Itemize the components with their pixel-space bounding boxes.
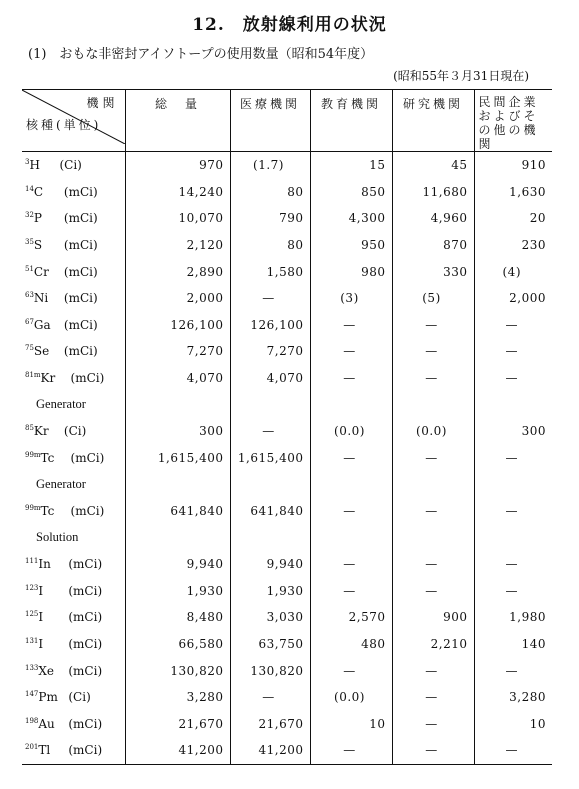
- research-cell: —: [392, 365, 474, 392]
- element-symbol: Tc: [40, 504, 55, 519]
- header-row: [22, 90, 552, 152]
- table-row: [22, 604, 552, 631]
- mass-number: 63: [25, 291, 34, 300]
- medical-cell: 3,030: [230, 604, 310, 631]
- nuclide-cell: [22, 365, 125, 392]
- education-cell: —: [310, 365, 392, 392]
- unit-label: (mCi): [70, 504, 105, 519]
- medical-cell: 790: [230, 205, 310, 232]
- total-cell: 21,670: [125, 710, 230, 737]
- research-cell: —: [392, 312, 474, 339]
- medical-cell: 63,750: [230, 631, 310, 658]
- unit-label: (Ci): [59, 158, 82, 173]
- table-row: [22, 418, 552, 445]
- private-cell: —: [474, 498, 552, 525]
- empty-cell: [230, 524, 310, 551]
- private-cell: 140: [474, 631, 552, 658]
- empty-cell: [392, 524, 474, 551]
- element-symbol: Tl: [38, 743, 51, 758]
- table-row: [22, 365, 552, 392]
- medical-cell: 1,615,400: [230, 445, 310, 472]
- element-symbol: Au: [38, 716, 55, 731]
- unit-label: (mCi): [70, 371, 105, 386]
- research-cell: —: [392, 338, 474, 365]
- nuclide-cell: [22, 578, 125, 605]
- group-label: Solution: [36, 530, 79, 545]
- group-label-row: [22, 524, 552, 551]
- table-subtitle: (1) おもな非密封アイソトープの使用数量（昭和54年度）: [28, 47, 374, 62]
- total-cell: 300: [125, 418, 230, 445]
- empty-cell: [125, 471, 230, 498]
- column-header-education: 教育機関: [310, 90, 392, 152]
- education-cell: 4,300: [310, 205, 392, 232]
- education-cell: —: [310, 578, 392, 605]
- education-cell: (0.0): [310, 684, 392, 711]
- table-row: [22, 312, 552, 339]
- mass-number: 201: [25, 743, 39, 752]
- corner-label-institution: 機関: [86, 96, 119, 110]
- empty-cell: [125, 524, 230, 551]
- private-cell: (4): [474, 258, 552, 285]
- unit-label: (mCi): [68, 610, 103, 625]
- medical-cell: 641,840: [230, 498, 310, 525]
- total-cell: 10,070: [125, 205, 230, 232]
- mass-number: 131: [25, 636, 39, 645]
- unit-label: (mCi): [63, 264, 98, 279]
- total-cell: 7,270: [125, 338, 230, 365]
- private-cell: 3,280: [474, 684, 552, 711]
- table-row: [22, 551, 552, 578]
- element-symbol: H: [29, 158, 40, 173]
- medical-cell: 126,100: [230, 312, 310, 339]
- total-cell: 2,000: [125, 285, 230, 312]
- unit-label: (Ci): [68, 690, 91, 705]
- research-cell: —: [392, 578, 474, 605]
- education-cell: —: [310, 338, 392, 365]
- empty-cell: [474, 471, 552, 498]
- empty-cell: [392, 391, 474, 418]
- table-row: [22, 258, 552, 285]
- total-cell: 126,100: [125, 312, 230, 339]
- nuclide-cell: [22, 657, 125, 684]
- total-cell: 14,240: [125, 179, 230, 206]
- research-cell: —: [392, 657, 474, 684]
- group-label: Generator: [36, 476, 86, 491]
- private-cell: 910: [474, 152, 552, 179]
- total-cell: 8,480: [125, 604, 230, 631]
- private-cell: —: [474, 551, 552, 578]
- empty-cell: [474, 524, 552, 551]
- research-cell: —: [392, 710, 474, 737]
- nuclide-cell: [22, 710, 125, 737]
- education-cell: —: [310, 737, 392, 764]
- column-header-research: 研究機関: [392, 90, 474, 152]
- nuclide-cell: [22, 418, 125, 445]
- private-cell: —: [474, 445, 552, 472]
- unit-label: (mCi): [68, 716, 103, 731]
- education-cell: 850: [310, 179, 392, 206]
- education-cell: (3): [310, 285, 392, 312]
- element-symbol: Se: [33, 344, 50, 359]
- mass-number: 81m: [25, 371, 41, 380]
- mass-number: 35: [25, 238, 34, 247]
- total-cell: 1,615,400: [125, 445, 230, 472]
- column-header-total: 総 量: [125, 90, 230, 152]
- research-cell: 900: [392, 604, 474, 631]
- total-cell: 641,840: [125, 498, 230, 525]
- research-cell: —: [392, 551, 474, 578]
- unit-label: (mCi): [68, 636, 103, 651]
- mass-number: 51: [25, 264, 34, 273]
- education-cell: —: [310, 498, 392, 525]
- nuclide-cell: [22, 604, 125, 631]
- mass-number: 32: [25, 211, 34, 220]
- education-cell: 2,570: [310, 604, 392, 631]
- mass-number: 147: [25, 690, 39, 699]
- corner-header-cell: [22, 90, 125, 152]
- nuclide-cell: [22, 258, 125, 285]
- research-cell: (5): [392, 285, 474, 312]
- education-cell: 480: [310, 631, 392, 658]
- unit-label: (mCi): [63, 344, 98, 359]
- element-symbol: I: [38, 636, 44, 651]
- element-symbol: Ga: [33, 317, 51, 332]
- education-cell: —: [310, 312, 392, 339]
- research-cell: 45: [392, 152, 474, 179]
- element-symbol: I: [38, 610, 44, 625]
- total-cell: 41,200: [125, 737, 230, 764]
- empty-cell: [392, 471, 474, 498]
- total-cell: 66,580: [125, 631, 230, 658]
- as-of-date: (昭和55年３月31日現在): [393, 69, 529, 83]
- private-cell: 1,980: [474, 604, 552, 631]
- column-header-private: 民間企業およびその他の機関: [474, 90, 552, 152]
- medical-cell: 4,070: [230, 365, 310, 392]
- nuclide-cell: [22, 285, 125, 312]
- medical-cell: 1,930: [230, 578, 310, 605]
- group-label-row: [22, 471, 552, 498]
- education-cell: —: [310, 657, 392, 684]
- table-row: [22, 657, 552, 684]
- private-cell: —: [474, 737, 552, 764]
- table-row: [22, 498, 552, 525]
- mass-number: 99m: [25, 504, 41, 513]
- empty-cell: [230, 471, 310, 498]
- private-cell: 300: [474, 418, 552, 445]
- table-row: [22, 737, 552, 764]
- nuclide-cell: [22, 179, 125, 206]
- table-row: [22, 445, 552, 472]
- isotope-usage-table: [22, 89, 552, 765]
- medical-cell: 1,580: [230, 258, 310, 285]
- table-body: [22, 152, 552, 765]
- nuclide-cell: [22, 498, 125, 525]
- medical-cell: 130,820: [230, 657, 310, 684]
- medical-cell: —: [230, 684, 310, 711]
- unit-label: (mCi): [68, 743, 103, 758]
- research-cell: —: [392, 498, 474, 525]
- research-cell: —: [392, 737, 474, 764]
- unit-label: (mCi): [63, 291, 98, 306]
- total-cell: 1,930: [125, 578, 230, 605]
- mass-number: 67: [25, 317, 34, 326]
- research-cell: 4,960: [392, 205, 474, 232]
- element-symbol: In: [38, 557, 51, 572]
- mass-number: 14: [25, 184, 34, 193]
- mass-number: 133: [25, 663, 39, 672]
- education-cell: 10: [310, 710, 392, 737]
- education-cell: 980: [310, 258, 392, 285]
- empty-cell: [125, 391, 230, 418]
- education-cell: 15: [310, 152, 392, 179]
- unit-label: (mCi): [68, 557, 103, 572]
- medical-cell: 41,200: [230, 737, 310, 764]
- education-cell: —: [310, 551, 392, 578]
- empty-cell: [310, 391, 392, 418]
- group-label: Generator: [36, 397, 86, 412]
- empty-cell: [474, 391, 552, 418]
- research-cell: —: [392, 684, 474, 711]
- unit-label: (mCi): [63, 317, 98, 332]
- mass-number: 125: [25, 610, 39, 619]
- element-symbol: Tc: [40, 450, 55, 465]
- total-cell: 3,280: [125, 684, 230, 711]
- mass-number: 99m: [25, 450, 41, 459]
- mass-number: 198: [25, 716, 39, 725]
- research-cell: 2,210: [392, 631, 474, 658]
- table-row: [22, 578, 552, 605]
- unit-label: (Ci): [63, 424, 87, 439]
- nuclide-cell: [22, 205, 125, 232]
- empty-cell: [310, 524, 392, 551]
- unit-label: (mCi): [70, 450, 105, 465]
- empty-cell: [230, 391, 310, 418]
- element-symbol: Cr: [33, 264, 49, 279]
- element-symbol: S: [33, 238, 43, 253]
- private-cell: —: [474, 657, 552, 684]
- medical-cell: 80: [230, 179, 310, 206]
- element-symbol: P: [33, 211, 42, 226]
- medical-cell: 21,670: [230, 710, 310, 737]
- nuclide-cell: [22, 152, 125, 179]
- element-symbol: Kr: [33, 424, 49, 439]
- private-cell: 230: [474, 232, 552, 259]
- table-row: [22, 179, 552, 206]
- education-cell: 950: [310, 232, 392, 259]
- table-row: [22, 710, 552, 737]
- medical-cell: 80: [230, 232, 310, 259]
- research-cell: (0.0): [392, 418, 474, 445]
- table-row: [22, 152, 552, 179]
- total-cell: 9,940: [125, 551, 230, 578]
- private-cell: —: [474, 578, 552, 605]
- medical-cell: 7,270: [230, 338, 310, 365]
- private-cell: 10: [474, 710, 552, 737]
- page-title: 12. 放射線利用の状況: [192, 15, 387, 35]
- unit-label: (mCi): [63, 238, 98, 253]
- research-cell: 11,680: [392, 179, 474, 206]
- medical-cell: —: [230, 418, 310, 445]
- total-cell: 4,070: [125, 365, 230, 392]
- element-symbol: Ni: [33, 291, 49, 306]
- unit-label: (mCi): [68, 663, 103, 678]
- table-row: [22, 285, 552, 312]
- element-symbol: Xe: [38, 663, 55, 678]
- private-cell: —: [474, 338, 552, 365]
- nuclide-cell: [22, 551, 125, 578]
- nuclide-cell: [22, 445, 125, 472]
- nuclide-cell: [22, 232, 125, 259]
- table-row: [22, 232, 552, 259]
- private-cell: —: [474, 312, 552, 339]
- mass-number: 123: [25, 583, 39, 592]
- nuclide-cell: [22, 737, 125, 764]
- research-cell: —: [392, 445, 474, 472]
- total-cell: 2,890: [125, 258, 230, 285]
- nuclide-cell: [22, 338, 125, 365]
- table-row: [22, 338, 552, 365]
- mass-number: 111: [25, 557, 39, 566]
- empty-cell: [310, 471, 392, 498]
- nuclide-cell: [22, 312, 125, 339]
- mass-number: 3: [25, 158, 30, 167]
- education-cell: (0.0): [310, 418, 392, 445]
- element-symbol: Pm: [38, 690, 58, 705]
- unit-label: (mCi): [63, 211, 98, 226]
- mass-number: 85: [25, 424, 34, 433]
- element-symbol: I: [38, 583, 44, 598]
- element-symbol: C: [33, 184, 44, 199]
- private-cell: 20: [474, 205, 552, 232]
- corner-label-nuclide: 核種(単位): [26, 118, 102, 132]
- education-cell: —: [310, 445, 392, 472]
- unit-label: (mCi): [63, 184, 98, 199]
- table-row: [22, 205, 552, 232]
- table-row: [22, 631, 552, 658]
- unit-label: (mCi): [68, 583, 103, 598]
- element-symbol: Kr: [40, 371, 56, 386]
- private-cell: —: [474, 365, 552, 392]
- column-header-medical: 医療機関: [230, 90, 310, 152]
- private-cell: 1,630: [474, 179, 552, 206]
- research-cell: 330: [392, 258, 474, 285]
- group-label-row: [22, 391, 552, 418]
- medical-cell: (1.7): [230, 152, 310, 179]
- medical-cell: —: [230, 285, 310, 312]
- nuclide-cell: [22, 631, 125, 658]
- total-cell: 2,120: [125, 232, 230, 259]
- research-cell: 870: [392, 232, 474, 259]
- medical-cell: 9,940: [230, 551, 310, 578]
- total-cell: 970: [125, 152, 230, 179]
- private-cell: 2,000: [474, 285, 552, 312]
- table-row: [22, 684, 552, 711]
- mass-number: 75: [25, 344, 34, 353]
- nuclide-cell: [22, 684, 125, 711]
- total-cell: 130,820: [125, 657, 230, 684]
